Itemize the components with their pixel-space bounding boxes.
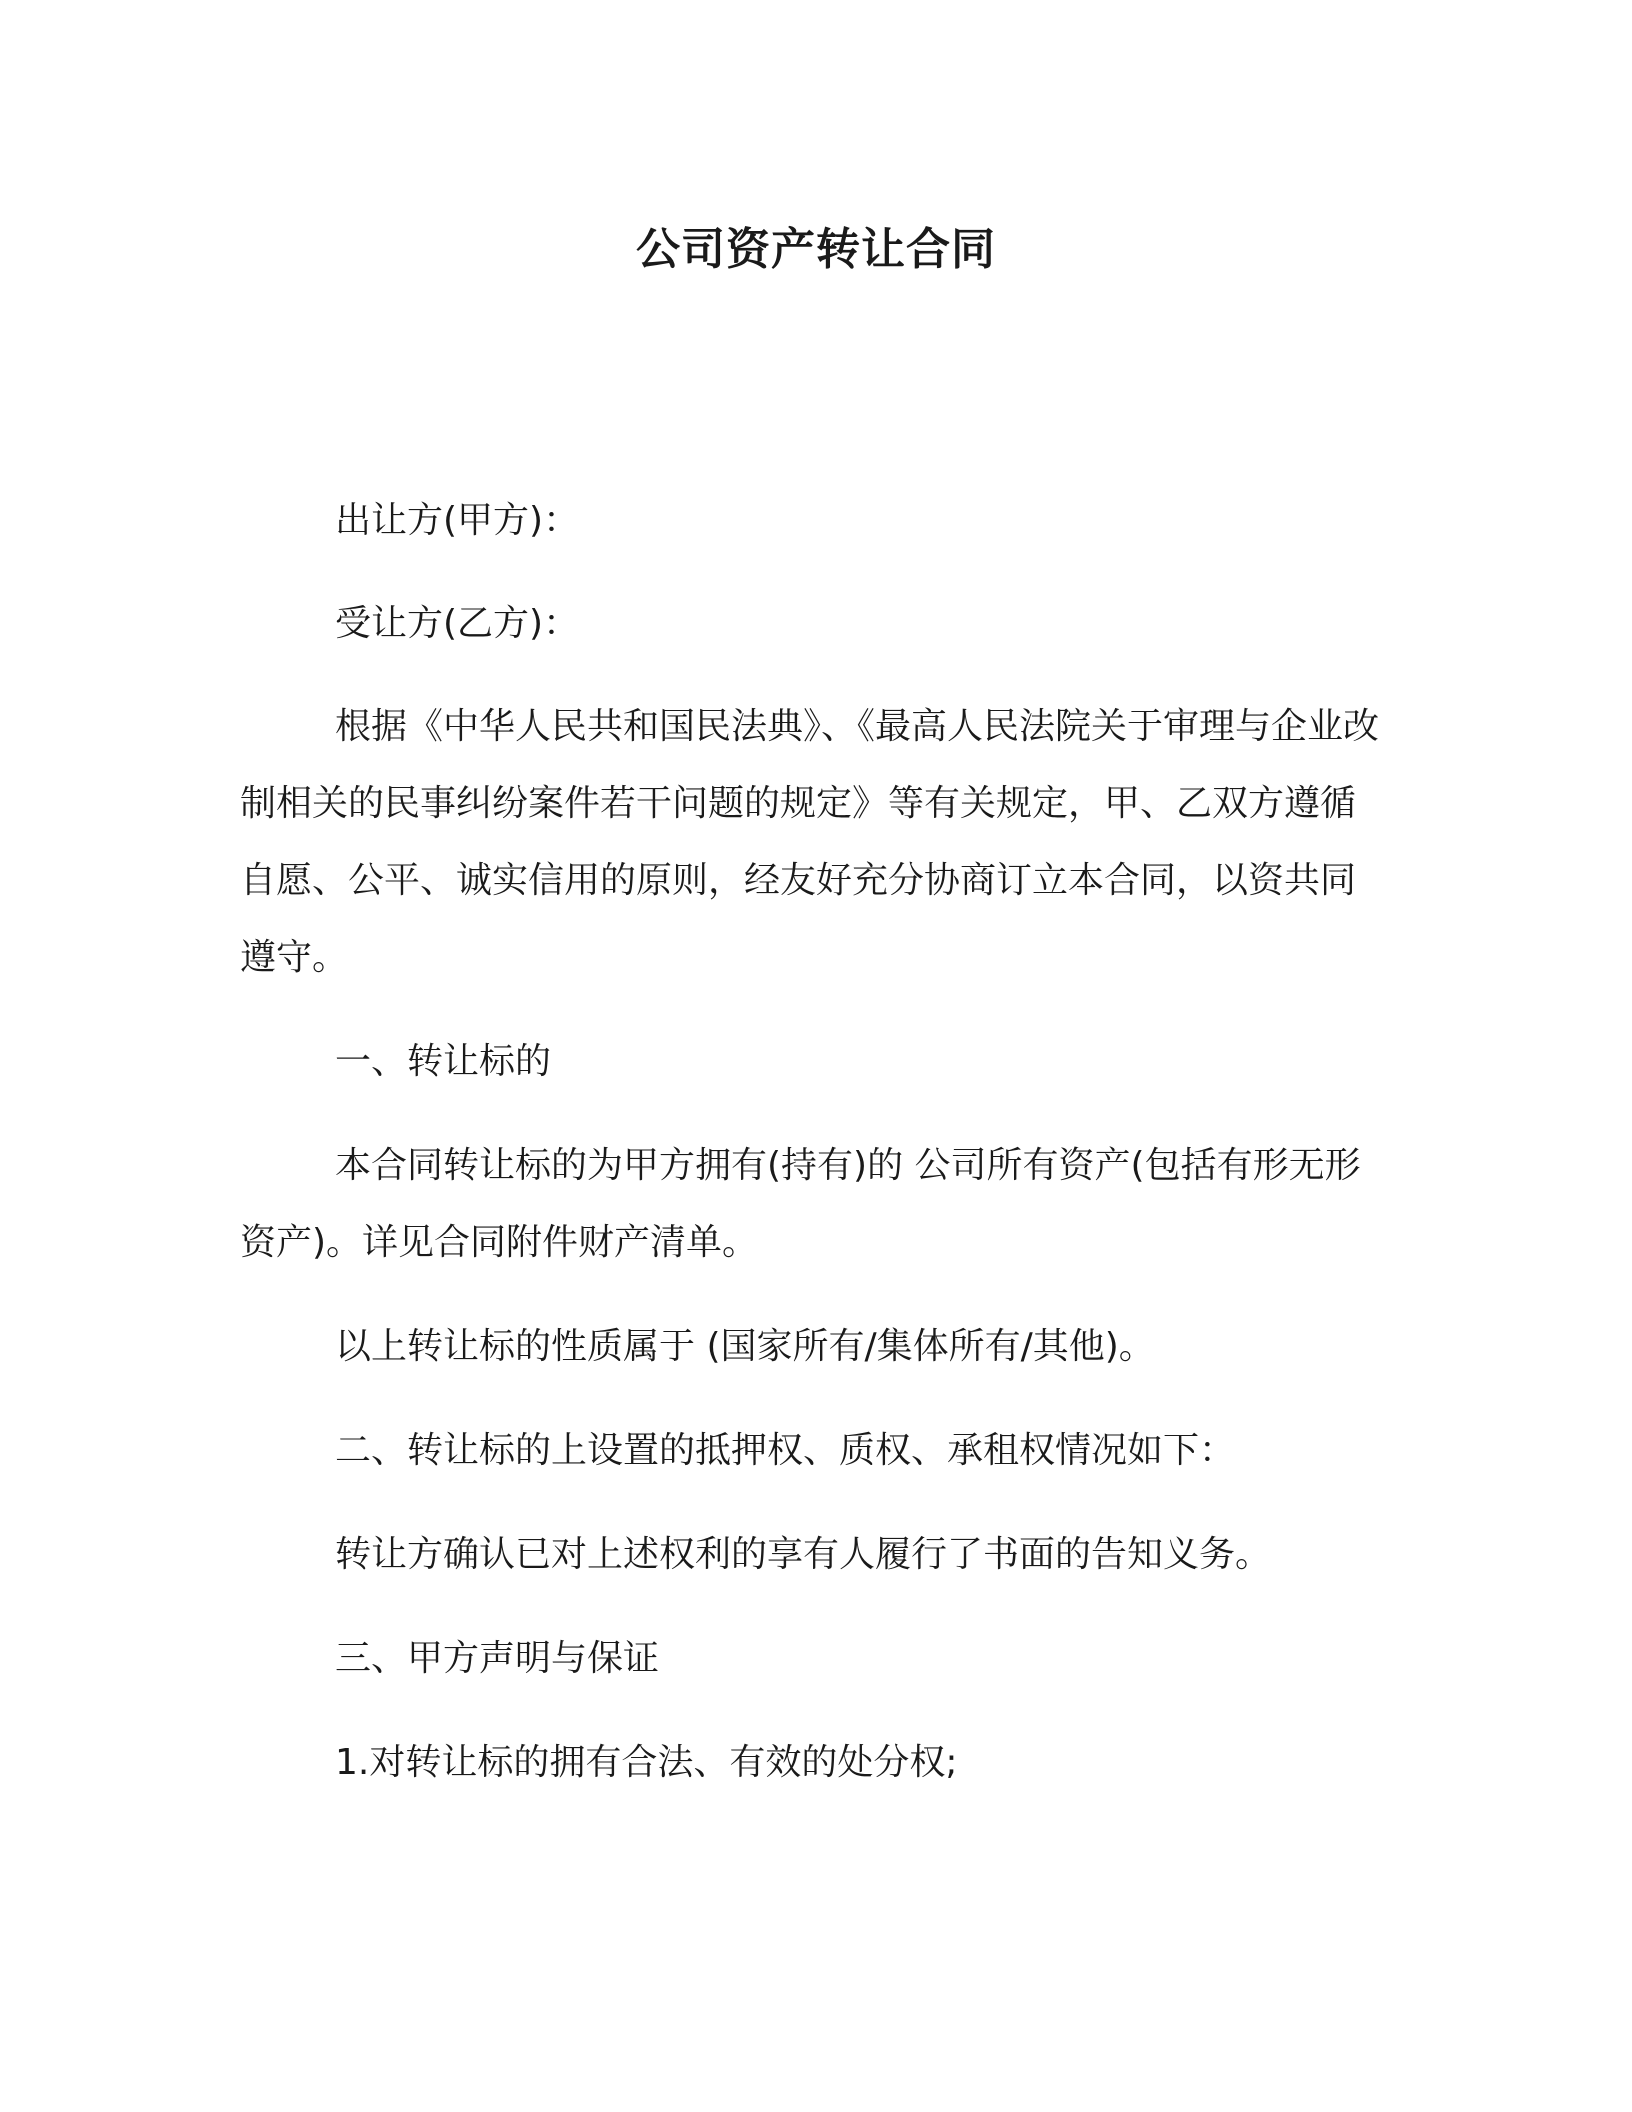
section-1-paragraph-1: 本合同转让标的为甲方拥有(持有)的 公司所有资产(包括有形无形资产)。详见合同附件财产清单。 — [240, 1145, 1361, 1263]
document-body — [240, 482, 1390, 1801]
document-title: 公司资产转让合同 — [636, 224, 996, 275]
preamble-paragraph: 根据《中华人民共和国民法典》、《最高人民法院关于审理与企业改制相关的民事纠纷案件若干问题的规定》等有关规定，甲、乙双方遵循自愿、公平、诚实信用的原则，经友好充分协商订立本合同，以资共同遵守。 — [240, 706, 1380, 978]
section-2-paragraph: 转让方确认已对上述权利的享有人履行了书面的告知义务。 — [335, 1534, 1272, 1575]
party-b-line: 受让方(乙方)： — [335, 603, 580, 644]
party-a-line: 出让方(甲方)： — [335, 500, 580, 541]
section-1-heading: 一、转让标的 — [335, 1041, 552, 1082]
section-2-heading: 二、转让标的上设置的抵押权、质权、承租权情况如下： — [335, 1430, 1236, 1471]
section-3-item-1: 1.对转让标的拥有合法、有效的处分权; — [335, 1742, 958, 1783]
section-3-heading: 三、甲方声明与保证 — [335, 1638, 660, 1679]
section-1-paragraph-2: 以上转让标的性质属于 (国家所有/集体所有/其他)。 — [335, 1326, 1155, 1367]
